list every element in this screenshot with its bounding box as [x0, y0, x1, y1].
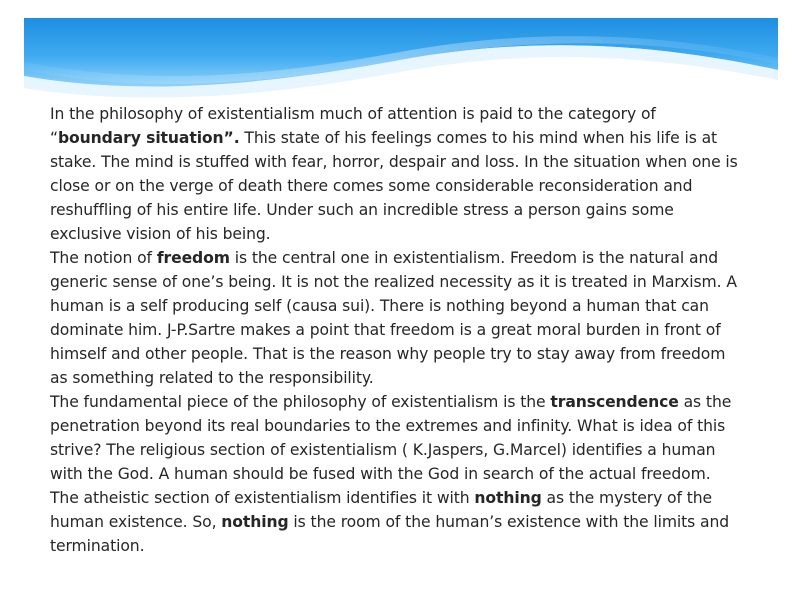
- text-segment: as the mystery of the human existence. So,: [50, 489, 713, 531]
- term-freedom: freedom: [156, 249, 230, 267]
- term-nothing: nothing: [221, 513, 289, 531]
- text-segment: The notion of: [50, 249, 157, 267]
- text-segment: as the penetration beyond its real boundaries to the extremes and infinity. What is idea of this strive? The religious section of existentialism ( K.Jaspers, G.Marcel) identifies a human with the God. A human should be fused with the God in search of the actual freedom. The atheistic section of existentialism identifies it with: [50, 393, 732, 507]
- paragraph-freedom: [50, 246, 740, 390]
- term-boundary-situation: boundary situation”.: [57, 129, 240, 147]
- text-segment: is the central one in existentialism. Freedom is the natural and generic sense of one’s being. It is not the realized necessity as it is treated in Marxism. A human is a self producing self (causa sui). There is nothing beyond a human that can dominate him. J-P.Sartre makes a point that freedom is a great moral burden in front of himself and other people. That is the reason why people try to stay away from freedom as something related to the responsibility.: [50, 249, 737, 387]
- text-segment: In the philosophy of existentialism much of attention is paid to the category of “: [50, 105, 656, 147]
- header-wave-banner: [0, 0, 800, 110]
- text-segment: is the room of the human’s existence with the limits and termination.: [50, 513, 730, 555]
- text-segment: This state of his feelings comes to his mind when his life is at stake. The mind is stuffed with fear, horror, despair and loss. In the situation when one is close or on the verge of death there comes some considerable reconsideration and reshuffling of his entire life. Under such an incredible stress a person gains some exclusive vision of his being.: [50, 129, 738, 243]
- term-transcendence: transcendence: [550, 393, 679, 411]
- term-nothing: nothing: [474, 489, 542, 507]
- paragraph-transcendence: [50, 390, 740, 558]
- paragraph-boundary-situation: [50, 102, 740, 246]
- slide-body-text: [50, 102, 740, 558]
- text-segment: The fundamental piece of the philosophy of existentialism is the: [50, 393, 551, 411]
